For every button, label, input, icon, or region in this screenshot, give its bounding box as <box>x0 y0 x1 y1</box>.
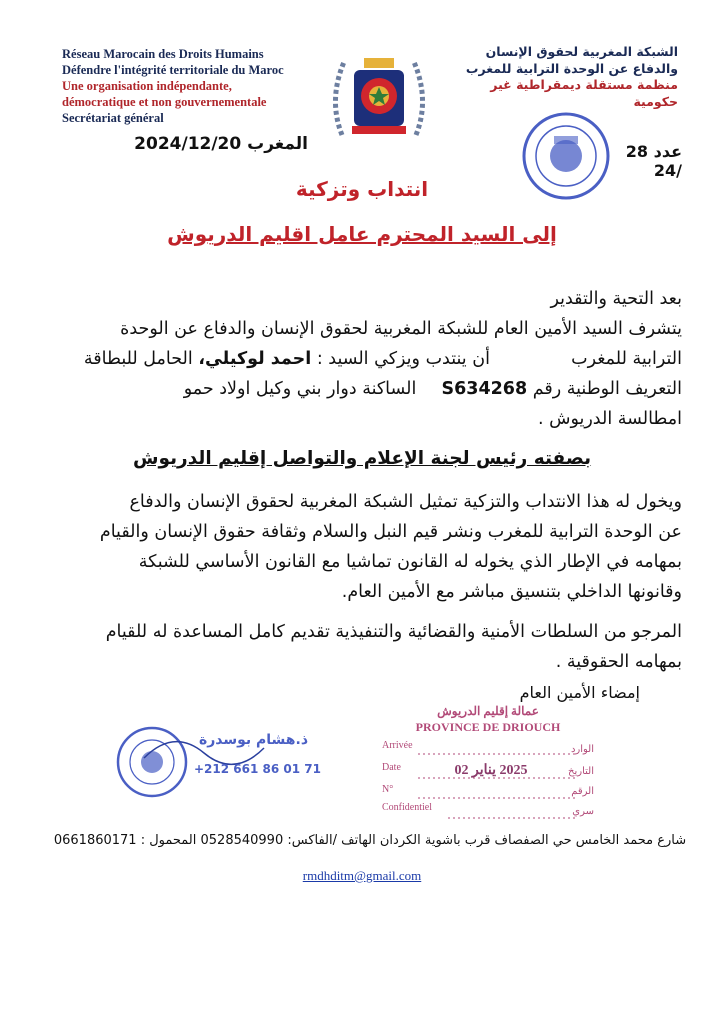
stamp-date-value: 2025 يناير 02 <box>454 763 528 778</box>
greeting: بعد التحية والتقدير <box>550 289 682 309</box>
text-line: بمهامه الحقوقية . <box>555 652 682 672</box>
secretariat-label: Secrétariat général <box>62 111 164 125</box>
signature-stamp <box>114 718 321 804</box>
stamp-date-label: Date <box>382 762 401 773</box>
mandate-paragraph <box>62 487 682 607</box>
org-type-ar-1: منظمة مستقلة ديمقراطية غير <box>490 77 678 92</box>
text-line: التعريف الوطنية رقم S634268 الساكنة دوار بني وكيل اولاد حمو <box>183 379 682 399</box>
id-number: S634268 <box>441 379 528 399</box>
text-line: الترابية للمغرب أن ينتدب ويزكي السيد : احمد لوكيلي، الحامل للبطاقة <box>83 349 682 369</box>
stamp-arrivee-label: Arrivée <box>382 740 413 751</box>
text-line: المرجو من السلطات الأمنية والقضائية والتنفيذية تقديم كامل المساعدة له للقيام <box>105 622 682 642</box>
text-line: وقانونها الداخلي بتنسيق مباشر مع الأمين العام. <box>341 582 682 602</box>
role-title: بصفته رئيس لجنة الإعلام والتواصل إقليم الدريوش <box>132 448 592 469</box>
stamp-num-label: N° <box>382 784 394 795</box>
stamp-num-label-ar: الرقم <box>571 786 594 797</box>
stamp-title-ar: عمالة إقليم الدريوش <box>437 704 539 718</box>
delegation-paragraph <box>62 284 682 434</box>
email-link[interactable]: rmdhditm@gmail.com <box>302 868 422 883</box>
reference-number: عدد 28 /24 <box>625 142 682 180</box>
addressee: إلى السيد المحترم عامل اقليم الدريوش <box>167 222 557 246</box>
request-paragraph <box>62 617 682 677</box>
footer-address: شارع محمد الخامس حي الصفصاف قرب باشوية الكردان الهاتف /الفاكس: 0528540990 المحمول : 0661860171 <box>53 833 687 848</box>
org-type-fr-2: démocratique et non gouvernementale <box>62 95 267 109</box>
signer-name: ذ.هشام بوسدرة <box>198 732 308 748</box>
org-mission-fr: Défendre l'intégrité territoriale du Maroc <box>62 63 284 77</box>
text-line: يتشرف السيد الأمين العام للشبكة المغربية لحقوق الإنسان والدفاع عن الوحدة <box>120 319 682 339</box>
stamp-date-label-ar: التاريخ <box>568 766 594 777</box>
text-line: امطالسة الدريوش . <box>537 409 682 429</box>
stamp-title-fr: PROVINCE DE DRIOUCH <box>415 720 561 734</box>
arabic-letterhead <box>418 44 678 110</box>
text-line: بمهامه في الإطار الذي يخوله له القانون تماشيا مع القانون الأساسي للشبكة <box>138 552 682 572</box>
signer-phone: +212 661 86 01 71 <box>194 762 321 776</box>
letter-date: المغرب 2024/12/20 <box>134 134 308 154</box>
province-reception-stamp <box>378 704 600 828</box>
org-type-fr-1: Une organisation indépendante, <box>62 79 232 93</box>
text-line: عن الوحدة الترابية للمغرب ونشر قيم النبل والسلام وثقافة حقوق الإنسان والقيام <box>99 522 682 542</box>
stamp-arrivee-label-ar: الوارد <box>570 744 594 755</box>
delegate-name: احمد لوكيلي، <box>198 349 312 369</box>
french-letterhead <box>62 46 322 126</box>
org-name-ar: الشبكة المغربية لحقوق الإنسان <box>485 44 678 59</box>
org-type-ar-2: حكومية <box>633 93 678 109</box>
document-title: انتداب وتزكية <box>295 177 429 201</box>
signature-label: إمضاء الأمين العام <box>519 683 640 702</box>
stamp-conf-label-ar: سري <box>572 806 594 817</box>
text-line: ويخول له هذا الانتداب والتزكية تمثيل الشبكة المغربية لحقوق الإنسان والدفاع <box>129 492 682 512</box>
stamp-conf-label: Confidentiel <box>382 802 432 813</box>
org-mission-ar: والدفاع عن الوحدة الترابية للمغرب <box>465 60 678 76</box>
org-name-fr: Réseau Marocain des Droits Humains <box>62 47 264 61</box>
